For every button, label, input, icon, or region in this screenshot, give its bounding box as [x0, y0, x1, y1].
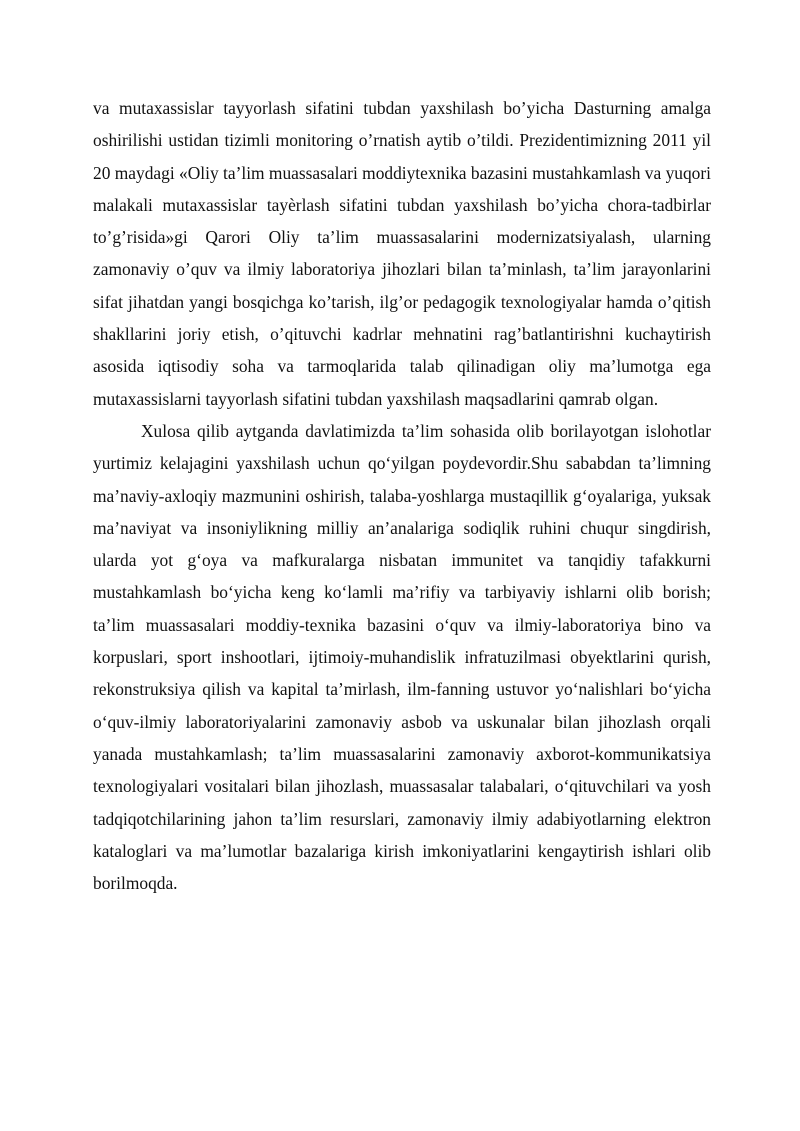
paragraph-continuation: va mutaxassislar tayyorlash sifatini tubdan yaxshilash bo’yicha Dasturning amalga oshirilishi ustidan tizimli monitoring o’rnatish aytib o’tildi. Prezidentimizning 2011 yil 20 maydagi «Oliy ta’lim muassasalari moddiytexnika bazasini mustahkamlash va yuqori malakali mutaxassislar tayèrlash sifatini tubdan yaxshilash bo’yicha chora-tadbirlar to’g’risida»gi Qarori Oliy ta’lim muassasalarini modernizatsiyalash, ularning zamonaviy o’quv va ilmiy laboratoriya jihozlari bilan ta’minlash, ta’lim jarayonlarini sifat jihatdan yangi bosqichga ko’tarish, ilg’or pedagogik texnologiyalar hamda o’qitish shakllarini joriy etish, o’qituvchi kadrlar mehnatini rag’batlantirishni kuchaytirish asosida iqtisodiy soha va tarmoqlarida talab qilinadigan oliy ma’lumotga ega mutaxassislarni tayyorlash sifatini tubdan yaxshilash maqsadlarini qamrab olgan. — [93, 98, 711, 409]
paragraph-conclusion: Xulosa qilib aytganda davlatimizda ta’lim sohasida olib borilayotgan islohotlar yurtimiz kelajagini yaxshilash uchun qo‘yilgan poydevordir.Shu sababdan ta’limning ma’naviy-axloqiy mazmunini oshirish, talaba-yoshlarga mustaqillik g‘oyalariga, yuksak ma’naviyat va insoniylikning milliy an’analariga sodiqlik ruhini chuqur singdirish, ularda yot g‘oya va mafkuralarga nisbatan immunitet va tanqidiy tafakkurni mustahkamlash bo‘yicha keng ko‘lamli ma’rifiy va tarbiyaviy ishlarni olib borish; ta’lim muassasalari moddiy-texnika bazasini o‘quv va ilmiy-laboratoriya bino va korpuslari, sport inshootlari, ijtimoiy-muhandislik infratuzilmasi obyektlarini qurish, rekonstruksiya qilish va kapital ta’mirlash, ilm-fanning ustuvor yo‘nalishlari bo‘yicha o‘quv-ilmiy laboratoriyalarini zamonaviy asbob va uskunalar bilan jihozlash orqali yanada mustahkamlash; ta’lim muassasalarini zamonaviy axborot-kommunikatsiya texnologiyalari vositalari bilan jihozlash, muassasalar talabalari, o‘qituvchilari va yosh tadqiqotchilarining jahon ta’lim resurslari, zamonaviy ilmiy adabiyotlarning elektron kataloglari va ma’lumotlar bazalariga kirish imkoniyatlarini kengaytirish ishlari olib borilmoqda. — [93, 420, 711, 894]
document-page — [93, 92, 711, 899]
